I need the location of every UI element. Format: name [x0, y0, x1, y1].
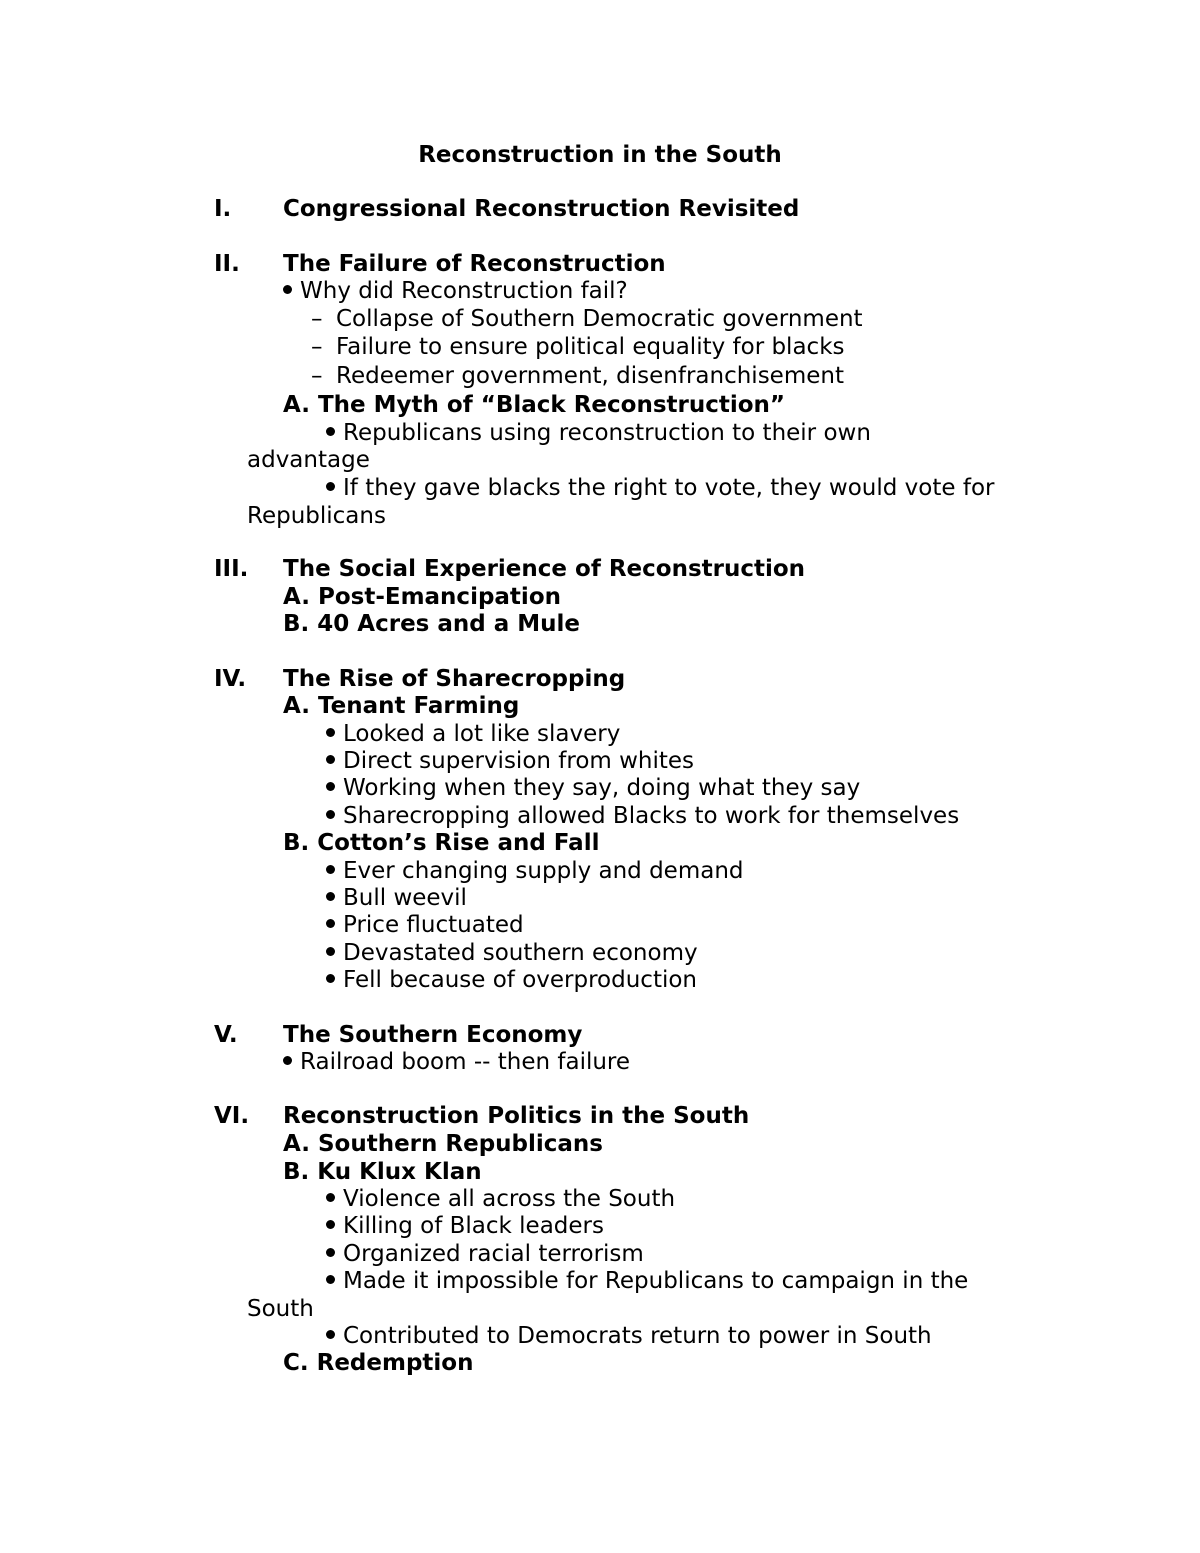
list-item: Republicans using reconstruction to their own	[326, 419, 871, 447]
list-item: Violence all across the South	[326, 1185, 675, 1213]
subsection-heading: C. Redemption	[283, 1350, 474, 1376]
section-number: IV.	[214, 666, 247, 692]
list-item-continuation: Republicans	[247, 503, 386, 529]
list-item: Made it impossible for Republicans to campaign in the	[326, 1267, 968, 1295]
section-number: I.	[214, 196, 232, 222]
dash-icon: –	[311, 306, 323, 332]
bullet-icon	[326, 1193, 335, 1202]
document-title: Reconstruction in the South	[418, 142, 782, 168]
subsection-heading: B. 40 Acres and a Mule	[283, 611, 581, 637]
bullet-icon	[326, 427, 335, 436]
section-heading: The Rise of Sharecropping	[283, 666, 626, 692]
section-number: III.	[214, 556, 249, 582]
bullet-icon	[326, 482, 335, 491]
list-item: Direct supervision from whites	[326, 747, 694, 775]
bullet-icon	[326, 974, 335, 983]
bullet-icon	[326, 1275, 335, 1284]
list-item-continuation: advantage	[247, 447, 370, 473]
list-item-continuation: South	[247, 1296, 314, 1322]
list-item: Ever changing supply and demand	[326, 857, 744, 885]
bullet-icon	[326, 865, 335, 874]
bullet-icon	[326, 782, 335, 791]
section-heading: The Social Experience of Reconstruction	[283, 556, 806, 582]
section-heading: Reconstruction Politics in the South	[283, 1103, 750, 1129]
bullet-icon	[326, 1248, 335, 1257]
list-item: Railroad boom -- then failure	[283, 1048, 630, 1076]
subsection-heading: A. Southern Republicans	[283, 1131, 604, 1157]
dash-icon: –	[311, 334, 323, 360]
bullet-icon	[326, 755, 335, 764]
bullet-icon	[283, 1056, 292, 1065]
section-heading: The Failure of Reconstruction	[283, 251, 666, 277]
subsection-heading: A. Tenant Farming	[283, 693, 520, 719]
list-item: Organized racial terrorism	[326, 1240, 644, 1268]
bullet-icon	[326, 728, 335, 737]
bullet-icon	[326, 892, 335, 901]
list-item: – Failure to ensure political equality for blacks	[311, 334, 845, 360]
list-item: Sharecropping allowed Blacks to work for themselves	[326, 802, 959, 830]
bullet-icon	[326, 1220, 335, 1229]
list-item: Working when they say, doing what they say	[326, 774, 860, 802]
dash-icon: –	[311, 363, 323, 389]
bullet-icon	[326, 810, 335, 819]
subsection-heading: A. The Myth of “Black Reconstruction”	[283, 392, 786, 418]
list-item: Why did Reconstruction fail?	[283, 277, 628, 305]
bullet-icon	[283, 285, 292, 294]
list-item: Price fluctuated	[326, 911, 524, 939]
subsection-heading: A. Post-Emancipation	[283, 584, 561, 610]
subsection-heading: B. Cotton’s Rise and Fall	[283, 830, 600, 856]
section-number: VI.	[214, 1103, 250, 1129]
list-item: Fell because of overproduction	[326, 966, 697, 994]
bullet-icon	[326, 919, 335, 928]
list-item: – Redeemer government, disenfranchisement	[311, 363, 844, 389]
section-heading: Congressional Reconstruction Revisited	[283, 196, 800, 222]
list-item: Contributed to Democrats return to power in South	[326, 1322, 932, 1350]
list-item: Killing of Black leaders	[326, 1212, 604, 1240]
list-item: – Collapse of Southern Democratic government	[311, 306, 863, 332]
subsection-heading: B. Ku Klux Klan	[283, 1159, 482, 1185]
list-item: Devastated southern economy	[326, 939, 698, 967]
bullet-icon	[326, 947, 335, 956]
list-item: Looked a lot like slavery	[326, 720, 620, 748]
section-heading: The Southern Economy	[283, 1022, 583, 1048]
section-number: II.	[214, 251, 240, 277]
list-item: Bull weevil	[326, 884, 467, 912]
bullet-icon	[326, 1330, 335, 1339]
list-item: If they gave blacks the right to vote, they would vote for	[326, 474, 994, 502]
section-number: V.	[214, 1022, 238, 1048]
